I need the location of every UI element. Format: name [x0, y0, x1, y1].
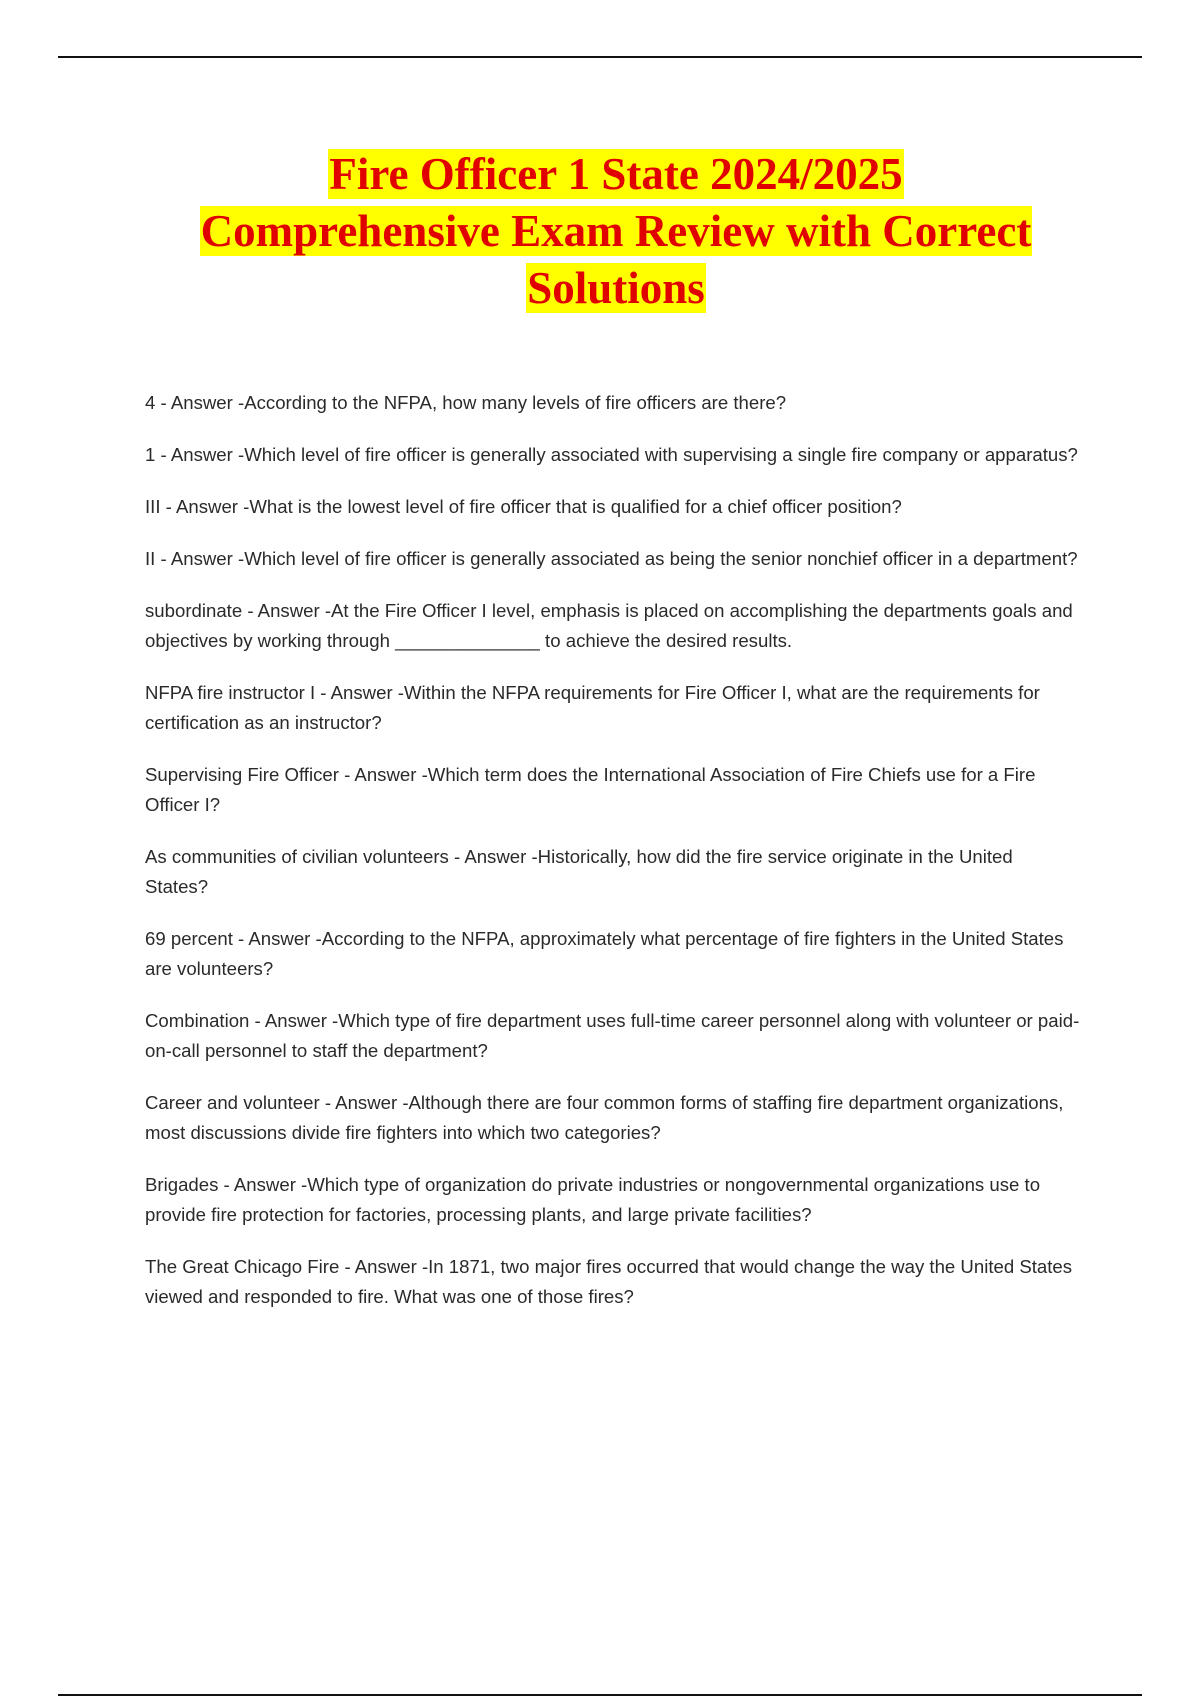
title-line-3: Solutions: [527, 263, 705, 313]
qa-item-4: II - Answer -Which level of fire officer is generally associated as being the senior nonchief officer in a department?: [145, 548, 1078, 569]
qa-item-11: Career and volunteer - Answer -Although there are four common forms of staffing fire department organizations, most discussions divide fire fighters into which two categories?: [145, 1092, 1064, 1143]
bottom-rule: [58, 1694, 1142, 1696]
qa-item-8: As communities of civilian volunteers - Answer -Historically, how did the fire service originate in the United States?: [145, 846, 1013, 897]
qa-item-1: 4 - Answer -According to the NFPA, how many levels of fire officers are there?: [145, 392, 787, 413]
qa-item-12: Brigades - Answer -Which type of organization do private industries or nongovernmental organizations use to provide fire protection for factories, processing plants, and large private facilities?: [145, 1174, 1041, 1225]
qa-item-13: The Great Chicago Fire - Answer -In 1871, two major fires occurred that would change the way the United States viewed and responded to fire. What was one of those fires?: [145, 1256, 1073, 1307]
qa-item-3: III - Answer -What is the lowest level of fire officer that is qualified for a chief officer position?: [145, 496, 902, 517]
qa-list: [145, 388, 1080, 1334]
top-rule: [58, 56, 1142, 58]
document-title: [60, 146, 1172, 317]
qa-item-10: Combination - Answer -Which type of fire department uses full-time career personnel along with volunteer or paid-on-call personnel to staff the department?: [145, 1010, 1080, 1061]
qa-item-7: Supervising Fire Officer - Answer -Which term does the International Association of Fire Chiefs use for a Fire Officer I?: [145, 764, 1036, 815]
qa-item-5: subordinate - Answer -At the Fire Officer I level, emphasis is placed on accomplishing the departments goals and objectives by working through ______________ to achieve the desired results.: [145, 600, 1073, 651]
title-line-1: Fire Officer 1 State 2024/2025: [329, 149, 903, 199]
qa-item-2: 1 - Answer -Which level of fire officer is generally associated with supervising a single fire company or apparatus?: [145, 444, 1078, 465]
title-line-2: Comprehensive Exam Review with Correct: [200, 206, 1032, 256]
qa-item-9: 69 percent - Answer -According to the NFPA, approximately what percentage of fire fighters in the United States are volunteers?: [145, 928, 1064, 979]
qa-item-6: NFPA fire instructor I - Answer -Within the NFPA requirements for Fire Officer I, what are the requirements for certification as an instructor?: [145, 682, 1040, 733]
